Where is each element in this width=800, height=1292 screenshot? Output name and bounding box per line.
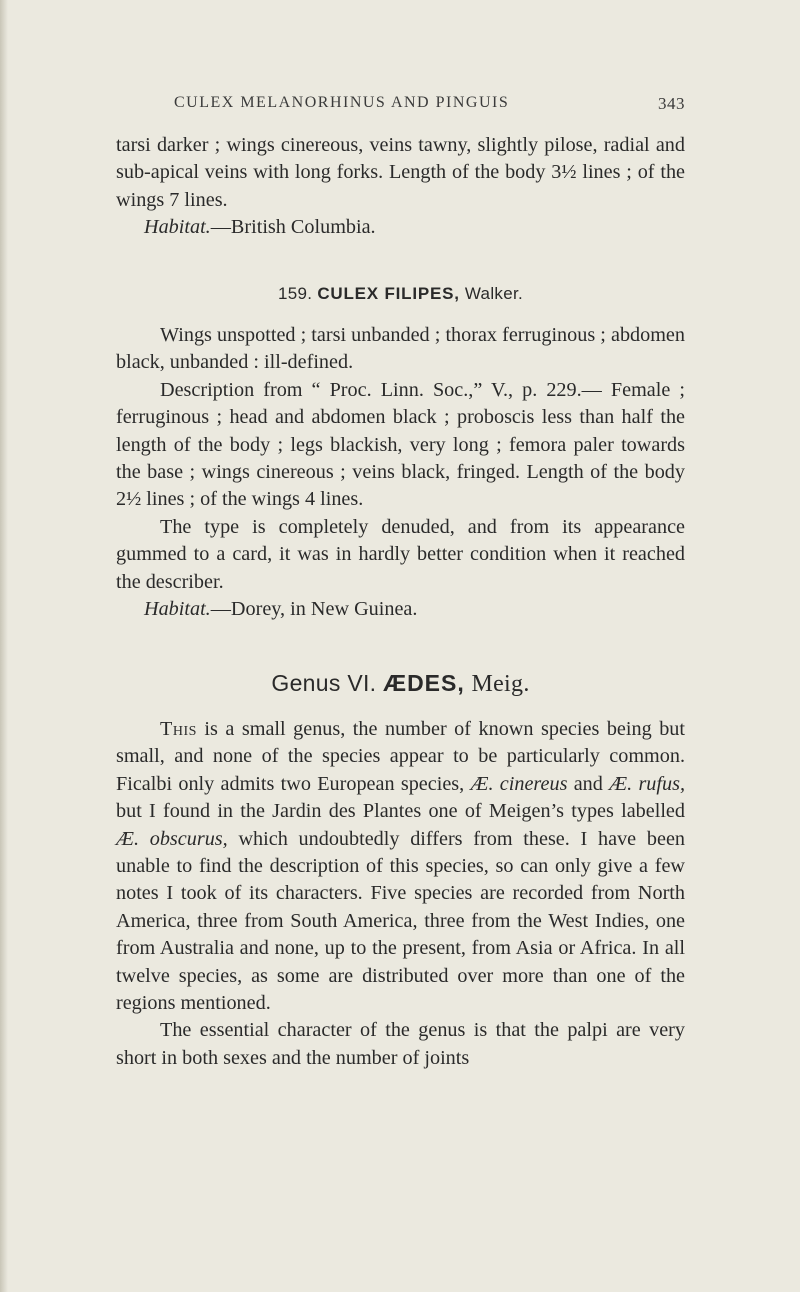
genus-paragraph-text-3: but I found in the Jardin des Plantes one of Meigen’s types labelled [116, 800, 685, 823]
species-summary-text: Wings unspotted ; tarsi unbanded ; thorax ferruginous ; abdomen black, unbanded : ill-defined. [116, 324, 685, 374]
running-head-title: CULEX MELANORHINUS AND PINGUIS [174, 94, 510, 111]
species-name-rufus: Æ. rufus, [609, 772, 686, 795]
habitat-text: —Dorey, in New Guinea. [210, 598, 418, 621]
continued-paragraph [116, 132, 685, 214]
genus-paragraph-lead: This [160, 717, 197, 740]
genus-paragraph-2 [116, 1017, 685, 1072]
species-summary [116, 322, 685, 377]
species-name-obscurus: Æ. obscurus, [116, 827, 228, 850]
page-gutter-shadow [0, 0, 8, 1292]
species-condition [116, 514, 685, 596]
species-author: Walker. [464, 283, 523, 303]
genus-label: Genus VI. [271, 669, 377, 696]
genus-heading [116, 670, 685, 698]
species-description [116, 377, 685, 514]
habitat-label: Habitat. [144, 216, 211, 239]
genus-paragraph-text-4: which undoubtedly differs from these. I have been unable to find the description of this species, so can only give a few notes I took of its characters. Five species are recorded from North America, three from South America, three from the West Indies, one from Australia and none, up to the present, from Asia or Africa. In all twelve species, as some are distributed over more than one of the regions mentioned. [116, 827, 685, 1014]
habitat-label: Habitat. [144, 598, 211, 621]
species-name: CULEX FILIPES, [317, 283, 460, 303]
species-name-cinereus: Æ. cinereus [470, 772, 568, 795]
species-number: 159. [277, 283, 313, 303]
genus-paragraph-text-2: and [567, 772, 610, 795]
species-description-text: Description from “ Proc. Linn. Soc.,” V., p. 229.— Female ; ferruginous ; head and abdomen black ; proboscis less than half the length of the body ; legs blackish, very long ; femora paler towards the base ; wings cinereous ; veins black, fringed. Length of the body 2½ lines ; of the wings 4 lines. [116, 378, 685, 511]
genus-name: ÆDES, [383, 669, 465, 696]
genus-author: Meig. [471, 670, 530, 697]
genus-paragraph-text-1: is a small genus, the number of known species being but small, and none of the species appear to be particularly common. Ficalbi only admits two European species, [116, 717, 685, 795]
species-condition-text: The type is completely denuded, and from its appearance gummed to a card, it was in hardly better condition when it reached the describer. [116, 515, 685, 593]
running-head [116, 0, 685, 132]
species-heading-culex-filipes [116, 280, 685, 307]
continued-paragraph-text: tarsi darker ; wings cinereous, veins tawny, slightly pilose, radial and sub-apical veins with long forks. Length of the body 3½ lines ; of the wings 7 lines. [116, 134, 685, 211]
genus-paragraph-2-text: The essential character of the genus is that the palpi are very short in both sexes and the number of joints [116, 1019, 685, 1069]
page-number: 343 [658, 94, 685, 113]
habitat-line-british-columbia [116, 214, 685, 241]
genus-paragraph-1 [116, 716, 685, 1017]
habitat-text: —British Columbia. [210, 216, 376, 239]
habitat-line-dorey [116, 596, 685, 623]
text-block [116, 132, 685, 1072]
